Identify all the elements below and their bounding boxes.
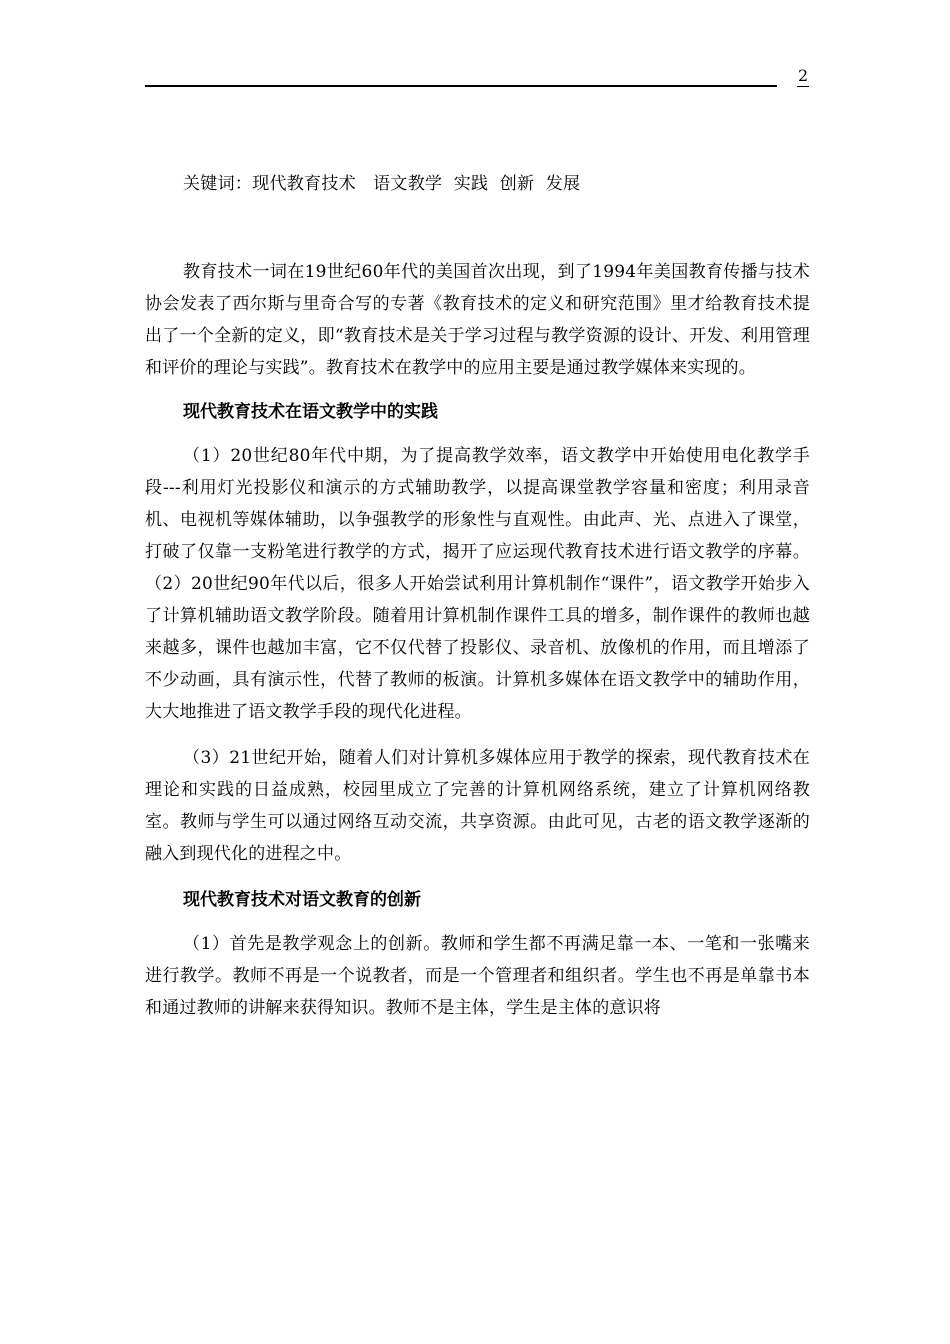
page-number: 2 [798, 66, 809, 85]
paragraph-practice-1: （1）20世纪80年代中期，为了提高教学效率，语文教学中开始使用电化教学手段---利用灯光投影仪和演示的方式辅助教学，以提高课堂教学容量和密度；利用录音机、电视机等媒体辅助，以争强教学的形象性与直观性。由此声、光、点进入了课堂，打破了仅靠一支粉笔进行教学的方式，揭开了应运现代教育技术进行语文教学的序幕。（2）20世纪90年代以后，很多人开始尝试利用计算机制作“课件”，语文教学开始步入了计算机辅助语文教学阶段。随着用计算机制作课件工具的增多，制作课件的教师也越来越多，课件也越加丰富，它不仅代替了投影仪、录音机、放像机的作用，而且增添了不少动画，具有演示性，代替了教师的板演。计算机多媒体在语文教学中的辅助作用，大大地推进了语文教学手段的现代化进程。 [145, 446, 810, 722]
document-body [145, 256, 810, 1024]
section-heading-innovation: 现代教育技术对语文教育的创新 [183, 890, 421, 910]
header-rule [145, 85, 777, 87]
keywords-line: 关键词：现代教育技术 语文教学 实践 创新 发展 [183, 174, 581, 194]
paragraph-innovation-1: （1）首先是教学观念上的创新。教师和学生都不再满足靠一本、一笔和一张嘴来进行教学。教师不再是一个说教者，而是一个管理者和组织者。学生也不再是单靠书本和通过教师的讲解来获得知识。教师不是主体，学生是主体的意识将 [145, 934, 810, 1018]
section-heading-practice: 现代教育技术在语文教学中的实践 [183, 402, 438, 422]
paragraph-practice-2: （3）21世纪开始，随着人们对计算机多媒体应用于教学的探索，现代教育技术在理论和实践的日益成熟，校园里成立了完善的计算机网络系统，建立了计算机网络教室。教师与学生可以通过网络互动交流，共享资源。由此可见，古老的语文教学逐渐的融入到现代化的进程之中。 [145, 748, 810, 864]
intro-paragraph: 教育技术一词在19世纪60年代的美国首次出现，到了1994年美国教育传播与技术协会发表了西尔斯与里奇合写的专著《教育技术的定义和研究范围》里才给教育技术提出了一个全新的定义，即“教育技术是关于学习过程与教学资源的设计、开发、利用管理和评价的理论与实践”。教育技术在教学中的应用主要是通过教学媒体来实现的。 [145, 262, 810, 378]
